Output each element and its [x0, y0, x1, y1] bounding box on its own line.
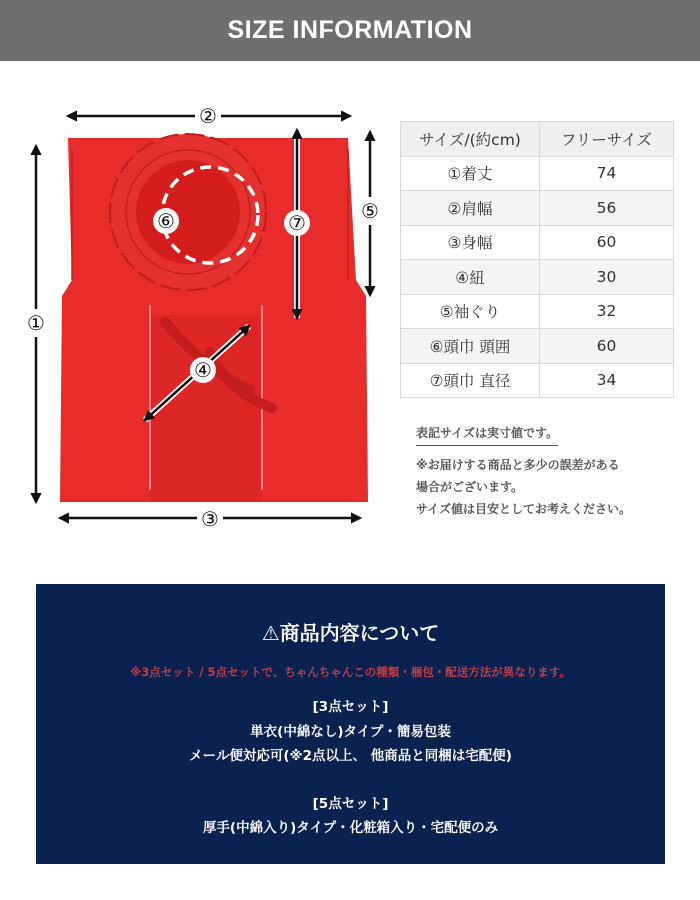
row-label: ②肩幅 [401, 191, 540, 226]
note-guideline: サイズ値は目安としてお考えください。 [416, 502, 632, 516]
table-header-row [401, 122, 674, 157]
row-value: 60 [540, 329, 674, 364]
row-value: 32 [540, 294, 674, 329]
table-row [401, 294, 674, 329]
label-hood-circumference [153, 208, 179, 234]
svg-text:③: ③ [201, 507, 219, 531]
table-row [401, 156, 674, 191]
header-bar [0, 0, 700, 61]
label-hood-diameter [284, 210, 310, 236]
svg-text:②: ② [199, 104, 217, 128]
row-label: ③身幅 [401, 225, 540, 260]
set5-heading: [5点セット] [312, 796, 389, 812]
vest-diagram [0, 90, 400, 540]
vest-shading [150, 315, 262, 502]
set3-line1: 単衣(中綿なし)タイプ・簡易包装 [250, 724, 451, 740]
row-value: 56 [540, 191, 674, 226]
note-actual-size: 表記サイズは実寸値です。 [416, 422, 558, 446]
set3-line2: メール便対応可(※2点以上、 他商品と同梱は宅配便) [189, 748, 512, 764]
svg-text:④: ④ [194, 358, 212, 382]
table-row [401, 329, 674, 364]
note-difference: ※お届けする商品と多少の誤差がある [416, 458, 620, 472]
row-label: ①着丈 [401, 156, 540, 191]
table-row [401, 260, 674, 295]
label-body-width [197, 505, 223, 533]
row-value: 30 [540, 260, 674, 295]
row-label: ④紐 [401, 260, 540, 295]
svg-text:①: ① [27, 311, 45, 335]
info-title: ⚠商品内容について [261, 621, 440, 645]
label-armhole [357, 197, 383, 225]
table-row [401, 191, 674, 226]
label-shoulder-width [195, 102, 221, 130]
product-info-box [36, 584, 665, 864]
table-row [401, 225, 674, 260]
row-value: 74 [540, 156, 674, 191]
info-warning: ※3点セット / 5点セットで、ちゃんちゃんこの種類・梱包・配送方法が異なります。 [130, 665, 571, 679]
row-value: 60 [540, 225, 674, 260]
label-total-length [23, 309, 49, 337]
size-table [400, 121, 674, 398]
set5-line1: 厚手(中綿入り)タイプ・化粧箱入り・宅配便のみ [202, 820, 499, 836]
row-label: ⑤袖ぐり [401, 294, 540, 329]
header-free-size: フリーサイズ [540, 122, 674, 157]
svg-text:⑥: ⑥ [157, 209, 175, 233]
svg-text:⑦: ⑦ [288, 211, 306, 235]
size-notes [416, 422, 696, 520]
label-string [190, 357, 216, 383]
table-row [401, 363, 674, 398]
svg-text:⑤: ⑤ [361, 199, 379, 223]
page-title: SIZE INFORMATION [227, 16, 473, 44]
note-difference-cont: 場合がございます。 [416, 480, 524, 494]
header-size-label: サイズ/(約cm) [401, 122, 540, 157]
set3-heading: [3点セット] [312, 699, 389, 715]
row-value: 34 [540, 363, 674, 398]
row-label: ⑥頭巾 頭囲 [401, 329, 540, 364]
hood [110, 134, 266, 290]
row-label: ⑦頭巾 直径 [401, 363, 540, 398]
